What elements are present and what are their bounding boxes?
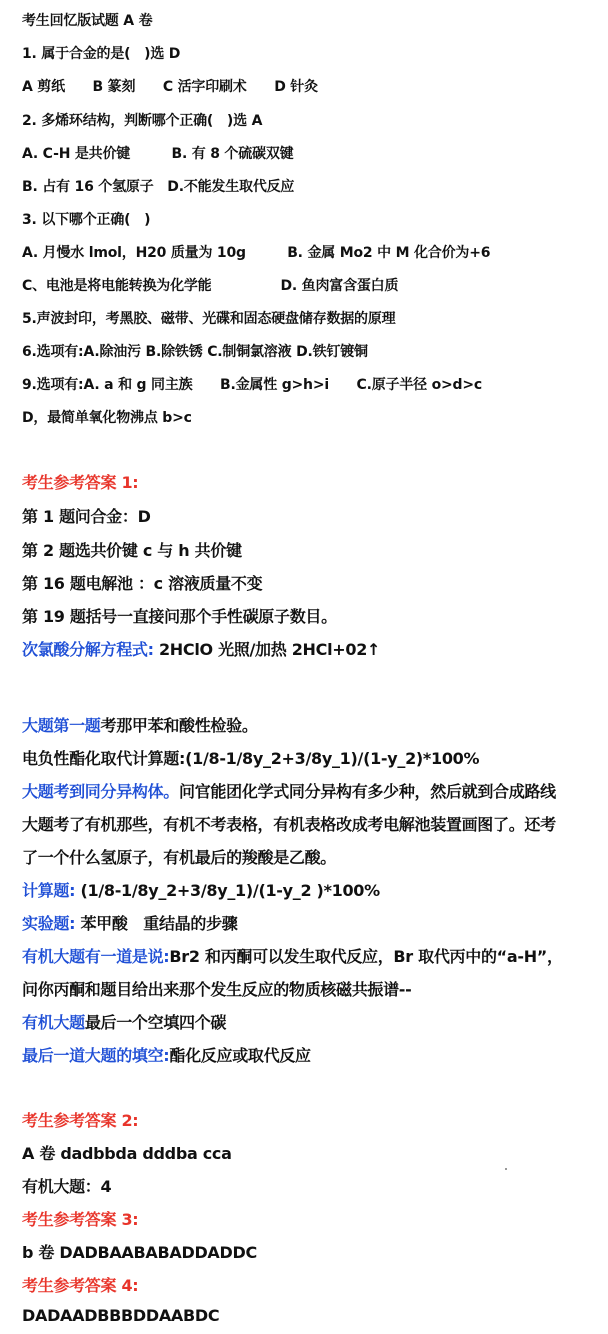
organic-last bbox=[22, 1010, 226, 1033]
stray-dot bbox=[505, 1168, 507, 1170]
big-question-3-label: 大题考到同分异构体。 bbox=[22, 782, 180, 801]
calc-question bbox=[22, 878, 380, 901]
final-text: 酯化反应或取代反应 bbox=[169, 1046, 311, 1065]
question-1-options: A 剪纸 B 篆刻 C 活字印刷术 D 针灸 bbox=[22, 79, 318, 95]
question-2: 2. 多烯环结构，判断哪个正确( )选 A bbox=[22, 113, 263, 129]
calc-label: 计算题: bbox=[22, 881, 76, 900]
big-question-1-text: 考那甲苯和酸性检验。 bbox=[100, 716, 258, 735]
equation-text: 2HClO 光照/加热 2HCl+02↑ bbox=[153, 640, 381, 659]
question-3-options-2: C、电池是将电能转换为化学能 D. 鱼肉富含蛋白质 bbox=[22, 278, 399, 294]
big-question-1-label: 大题第一题 bbox=[22, 716, 101, 735]
question-9: 9.选项有:A. a 和 g 同主族 B.金属性 g>h>i C.原子半径 o>d>c bbox=[22, 377, 483, 393]
question-5: 5.声波封印，考黑胶、磁带、光碟和固态硬盘储存数据的原理 bbox=[22, 311, 396, 327]
answer-1-heading: 考生参考答案 1: bbox=[22, 473, 139, 492]
answer-2-line-1: A 卷 dadbbda dddba cca bbox=[22, 1144, 232, 1163]
answer-1-line-4: 第 19 题括号一直接问那个手性碳原子数目。 bbox=[22, 607, 337, 626]
question-3-options-1: A. 月慢水 lmol，H20 质量为 10g B. 金属 Mo2 中 M 化合价为+6 bbox=[22, 245, 491, 261]
organic-question bbox=[22, 944, 563, 967]
organic-text: Br2 和丙酮可以发生取代反应，Br 取代丙中的“a-H”， bbox=[169, 947, 563, 966]
answer-1-line-5 bbox=[22, 637, 380, 660]
big-question-5: 了一个什么氢原子，有机最后的羧酸是乙酸。 bbox=[22, 848, 337, 867]
question-6: 6.选项有:A.除油污 B.除铁锈 C.制铜氯溶液 D.铁钉镀铜 bbox=[22, 344, 368, 360]
experiment-text: 苯甲酸 重结晶的步骤 bbox=[75, 914, 238, 933]
big-question-3-text: 问官能团化学式同分异构有多少种，然后就到合成路线 bbox=[179, 782, 556, 801]
question-3: 3. 以下哪个正确( ) bbox=[22, 212, 151, 228]
answer-1-line-3: 第 16 题电解池 ：c 溶液质量不变 bbox=[22, 574, 263, 593]
question-2-options-1: A. C-H 是共价键 B. 有 8 个硫碳双键 bbox=[22, 146, 294, 162]
organic-label: 有机大题有一道是说: bbox=[22, 947, 170, 966]
experiment-question bbox=[22, 911, 237, 934]
answer-4-line-1: DADAADBBBDDAABDC bbox=[22, 1306, 220, 1325]
page-title: 考生回忆版试题 A 卷 bbox=[22, 13, 153, 29]
answer-4-heading: 考生参考答案 4: bbox=[22, 1276, 139, 1295]
answer-3-line-1: b 卷 DADBAABABADDADDC bbox=[22, 1243, 257, 1262]
answer-2-heading: 考生参考答案 2: bbox=[22, 1111, 139, 1130]
final-label: 最后一道大题的填空: bbox=[22, 1046, 170, 1065]
question-1: 1. 属于合金的是( )选 D bbox=[22, 46, 181, 62]
answer-1-line-2: 第 2 题选共价键 c 与 h 共价键 bbox=[22, 541, 242, 560]
answer-1-line-1: 第 1 题问合金：D bbox=[22, 507, 151, 526]
big-question-4: 大题考了有机那些，有机不考表格，有机表格改成考电解池装置画图了。还考 bbox=[22, 815, 556, 834]
question-9-cont: D，最简单氧化物沸点 b>c bbox=[22, 410, 192, 426]
big-question-2: 电负性酯化取代计算题:(1/8-1/8y_2+3/8y_1)/(1-y_2)*100% bbox=[22, 749, 480, 768]
question-2-options-2: B. 占有 16 个氢原子 D.不能发生取代反应 bbox=[22, 179, 295, 195]
big-question-3 bbox=[22, 779, 556, 802]
final-question bbox=[22, 1043, 311, 1066]
equation-label: 次氯酸分解方程式: bbox=[22, 640, 154, 659]
answer-2-line-2: 有机大题：4 bbox=[22, 1177, 112, 1196]
experiment-label: 实验题: bbox=[22, 914, 76, 933]
organic-last-text: 最后一个空填四个碳 bbox=[84, 1013, 227, 1032]
organic-last-label: 有机大题 bbox=[22, 1013, 85, 1032]
calc-text: (1/8-1/8y_2+3/8y_1)/(1-y_2 )*100% bbox=[75, 881, 380, 900]
big-question-1 bbox=[22, 713, 258, 736]
answer-3-heading: 考生参考答案 3: bbox=[22, 1210, 139, 1229]
organic-question-cont: 问你丙酮和题目给出来那个发生反应的物质核磁共振谱-- bbox=[22, 980, 412, 999]
